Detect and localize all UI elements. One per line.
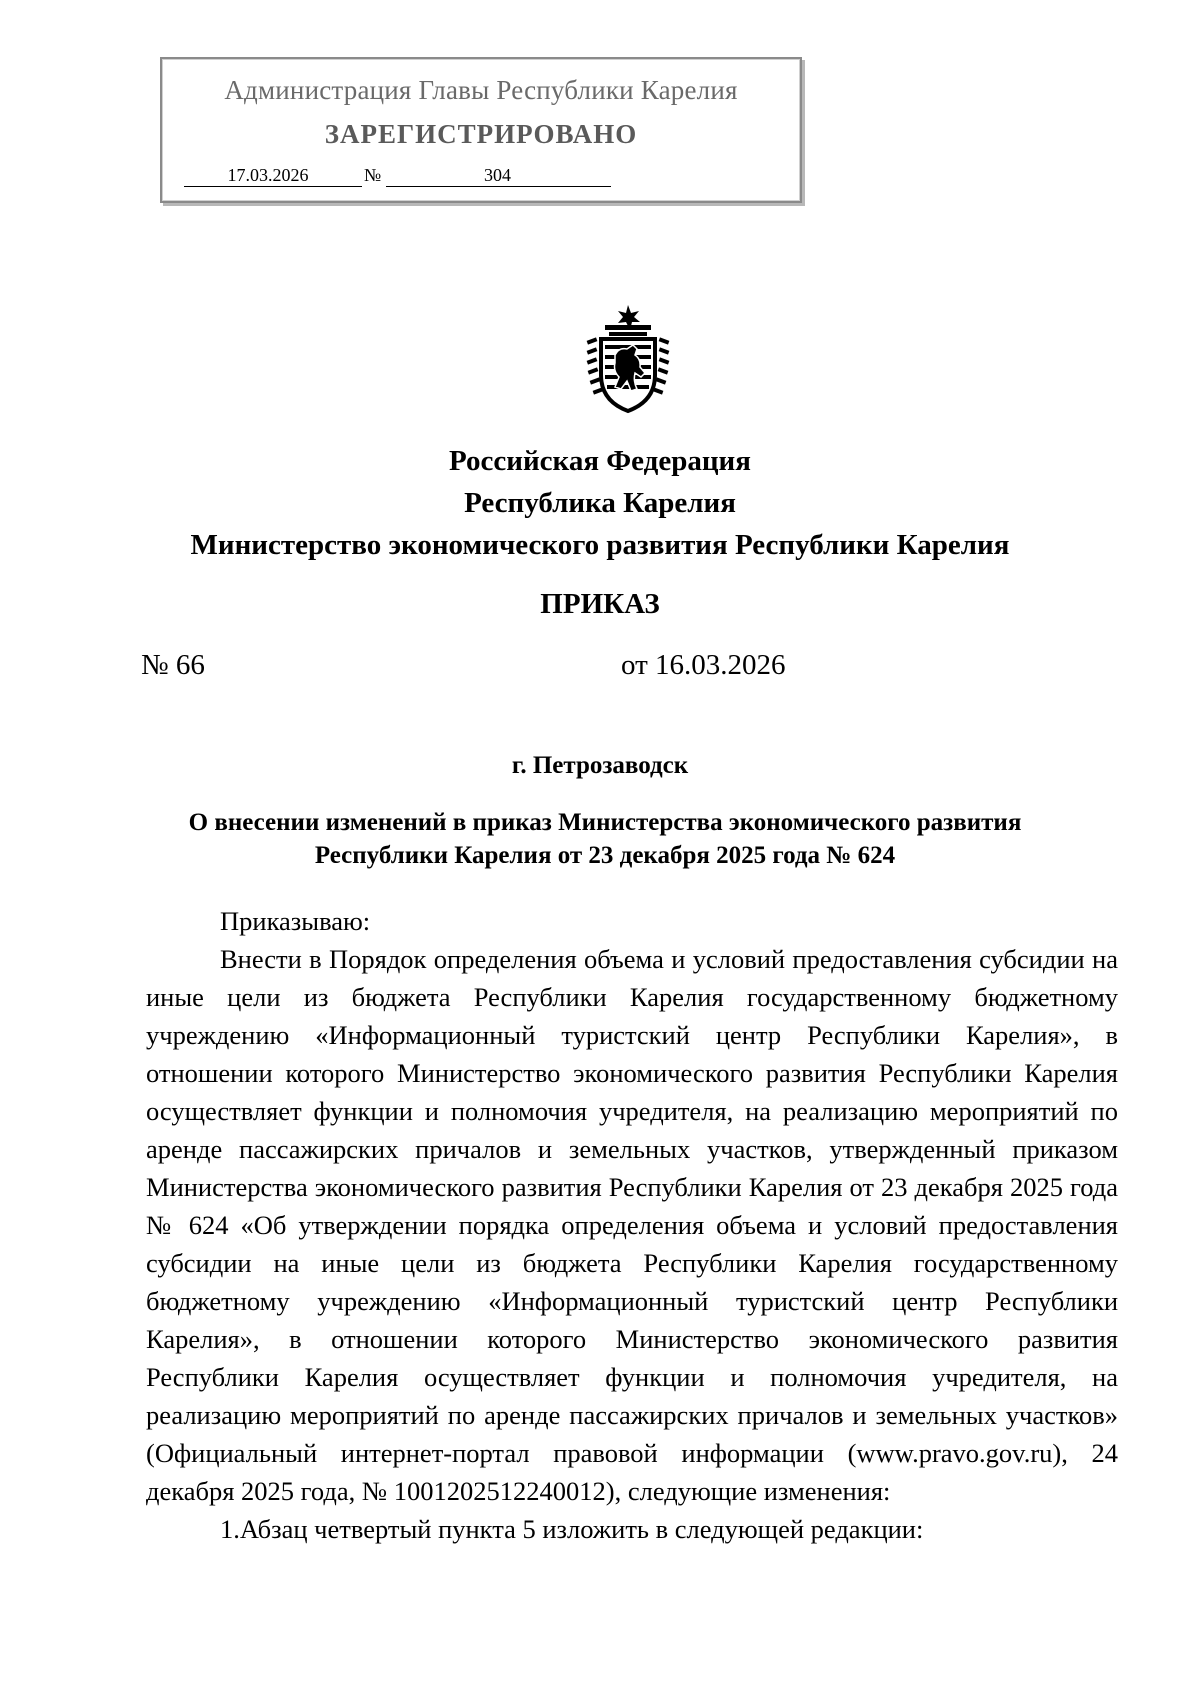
stamp-date: 17.03.2026: [184, 165, 362, 187]
registration-stamp: [160, 57, 802, 203]
order-body: [146, 902, 1118, 1548]
stamp-organization: Администрация Главы Республики Карелия: [224, 75, 738, 105]
order-date: от 16.03.2026: [621, 649, 786, 681]
stamp-number: 304: [386, 165, 611, 187]
header-republic: Республика Карелия: [464, 487, 736, 519]
order-number: № 66: [141, 649, 205, 681]
coat-of-arms-karelia-icon: [585, 303, 671, 415]
subject-line-1: О внесении изменений в приказ Министерства экономического развития: [188, 809, 1022, 836]
body-item-1: 1.Абзац четвертый пункта 5 изложить в следующей редакции:: [220, 1514, 924, 1544]
order-subject: [130, 806, 1080, 872]
order-city: г. Петрозаводск: [511, 752, 689, 779]
header-country: Российская Федерация: [449, 445, 751, 477]
stamp-number-label: №: [364, 165, 382, 185]
stamp-status: ЗАРЕГИСТРИРОВАНО: [324, 119, 638, 149]
body-intro: Приказываю:: [220, 906, 371, 936]
body-paragraph: Внести в Порядок определения объема и условий предоставления субсидии на иные цели из бюджета Республики Карелия государственному бюджетному учреждению «Информационный туристский центр Республики Карелия», в отношении которого Министерство экономического развития Республики Карелия осуществляет функции и полномочия учредителя, на реализацию мероприятий по аренде пассажирских причалов и земельных участков, утвержденный приказом Министерства экономического развития Республики Карелия от 23 декабря 2025 года № 624 «Об утверждении порядка определения объема и условий предоставления субсидии на иные цели из бюджета Республики Карелия государственному бюджетному учреждению «Информационный туристский центр Республики Карелия», в отношении которого Министерство экономического развития Республики Карелия осуществляет функции и полномочия учредителя, на реализацию мероприятий по аренде пассажирских причалов и земельных участков» (Официальный интернет-портал правовой информации (www.pravo.gov.ru), 24 декабря 2025 года, № 1001202512240012), следующие изменения:: [146, 944, 1118, 1506]
subject-line-2: Республики Карелия от 23 декабря 2025 года № 624: [314, 842, 896, 869]
order-title: ПРИКАЗ: [540, 588, 660, 620]
header-ministry: Министерство экономического развития Республики Карелия: [190, 529, 1010, 561]
